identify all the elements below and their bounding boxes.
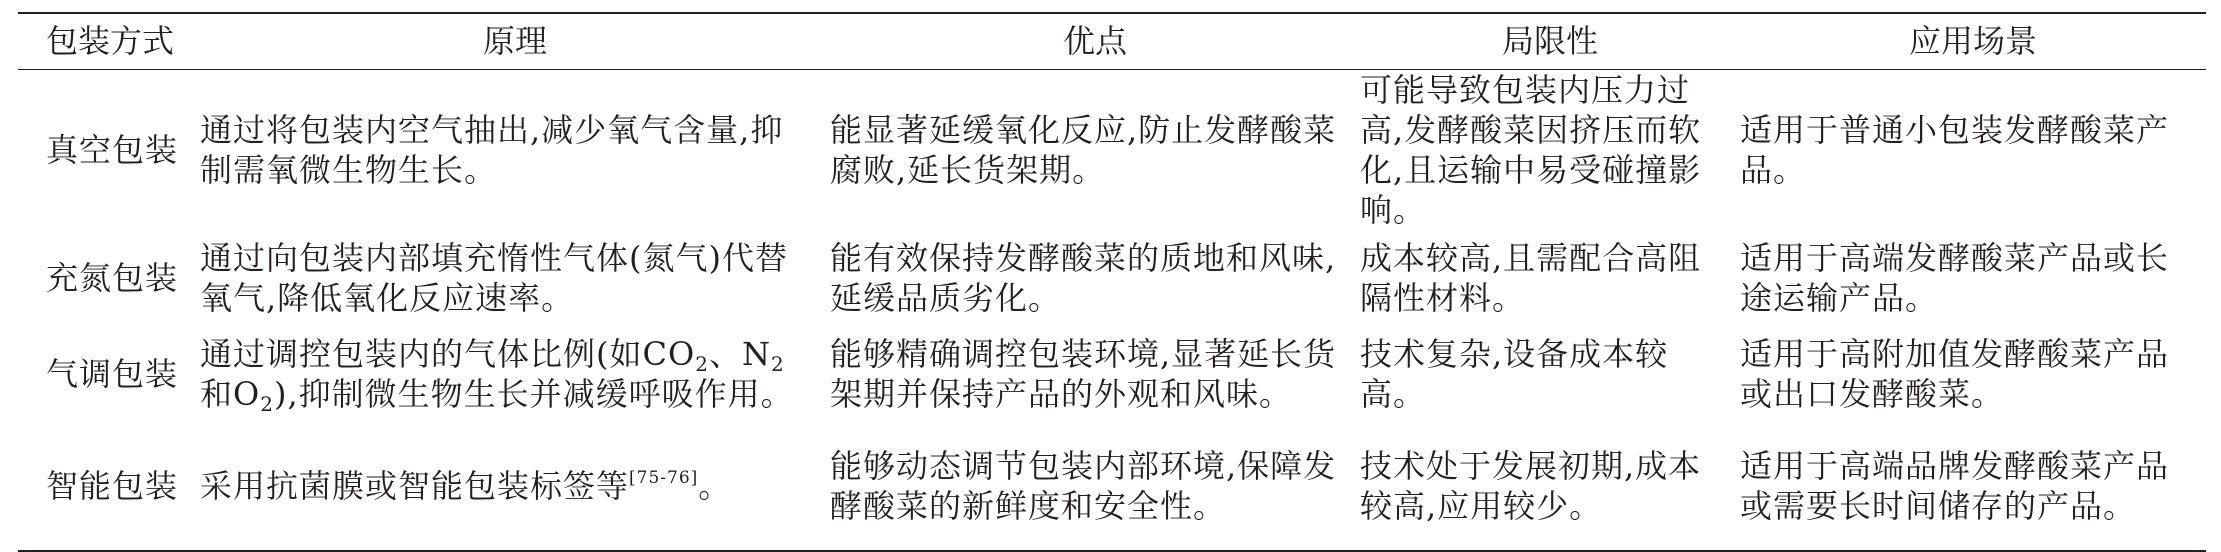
cell-scenarios: 适用于高附加值发酵酸菜产品或出口发酵酸菜。 — [1740, 335, 2170, 413]
table-row — [18, 230, 2206, 326]
cell-scenarios: 适用于高端发酵酸菜产品或长途运输产品。 — [1740, 238, 2170, 317]
subscript: 2 — [260, 392, 274, 416]
header-row — [18, 13, 2206, 69]
cell-principle — [200, 423, 830, 551]
principle-text: ),抑制微生物生长并减缓呼吸作用。 — [273, 375, 794, 413]
table-row — [18, 423, 2206, 551]
cell-advantages: 能有效保持发酵酸菜的质地和风味,延缓品质劣化。 — [830, 238, 1337, 317]
principle-text: 通过调控包装内的气体比例(如CO — [200, 335, 696, 373]
cell-advantages: 能显著延缓氧化反应,防止发酵酸菜腐败,延长货架期。 — [830, 110, 1337, 189]
principle-text: 和O — [200, 375, 261, 413]
cell-limitations: 成本较高,且需配合高阻隔性材料。 — [1360, 238, 1702, 317]
cell-principle — [200, 326, 830, 423]
cell-scenarios: 适用于普通小包装发酵酸菜产品。 — [1740, 110, 2170, 189]
table-body — [18, 69, 2206, 551]
principle-text: 采用抗菌膜或智能包装标签等 — [200, 467, 630, 505]
table-row — [18, 69, 2206, 230]
header-advantages: 优点 — [830, 13, 1360, 69]
principle-text: 。 — [698, 467, 732, 505]
table-header — [18, 13, 2206, 69]
cell-limitations: 技术复杂,设备成本较高。 — [1360, 335, 1669, 413]
header-scenarios: 应用场景 — [1740, 13, 2206, 69]
principle-text: 、N — [708, 335, 771, 373]
cell-method: 真空包装 — [46, 130, 179, 169]
packaging-comparison-table — [18, 12, 2206, 552]
subscript: 2 — [770, 352, 785, 376]
cell-method: 气调包装 — [46, 355, 179, 393]
cell-method: 充氮包装 — [46, 258, 179, 297]
table-row — [18, 326, 2206, 423]
cell-principle: 通过将包装内空气抽出,减少氧气含量,抑制需氧微生物生长。 — [200, 110, 784, 189]
cell-limitations: 可能导致包装内压力过高,发酵酸菜因挤压而软化,且运输中易受碰撞影响。 — [1360, 70, 1702, 229]
header-principle: 原理 — [200, 13, 830, 69]
header-method: 包装方式 — [18, 13, 200, 69]
cell-advantages: 能够动态调节包装内部环境,保障发酵酸菜的新鲜度和安全性。 — [830, 423, 1360, 551]
cell-principle: 通过向包装内部填充惰性气体(氮气)代替氧气,降低氧化反应速率。 — [200, 238, 788, 317]
cell-limitations: 技术处于发展初期,成本较高,应用较少。 — [1360, 423, 1740, 551]
cell-advantages: 能够精确调控包装环境,显著延长货架期并保持产品的外观和风味。 — [830, 335, 1337, 413]
cell-scenarios: 适用于高端品牌发酵酸菜产品或需要长时间储存的产品。 — [1740, 423, 2206, 551]
header-limitations: 局限性 — [1360, 13, 1740, 69]
subscript: 2 — [695, 352, 709, 376]
cell-method: 智能包装 — [18, 423, 200, 551]
citation-reference: [75-76] — [629, 468, 699, 488]
